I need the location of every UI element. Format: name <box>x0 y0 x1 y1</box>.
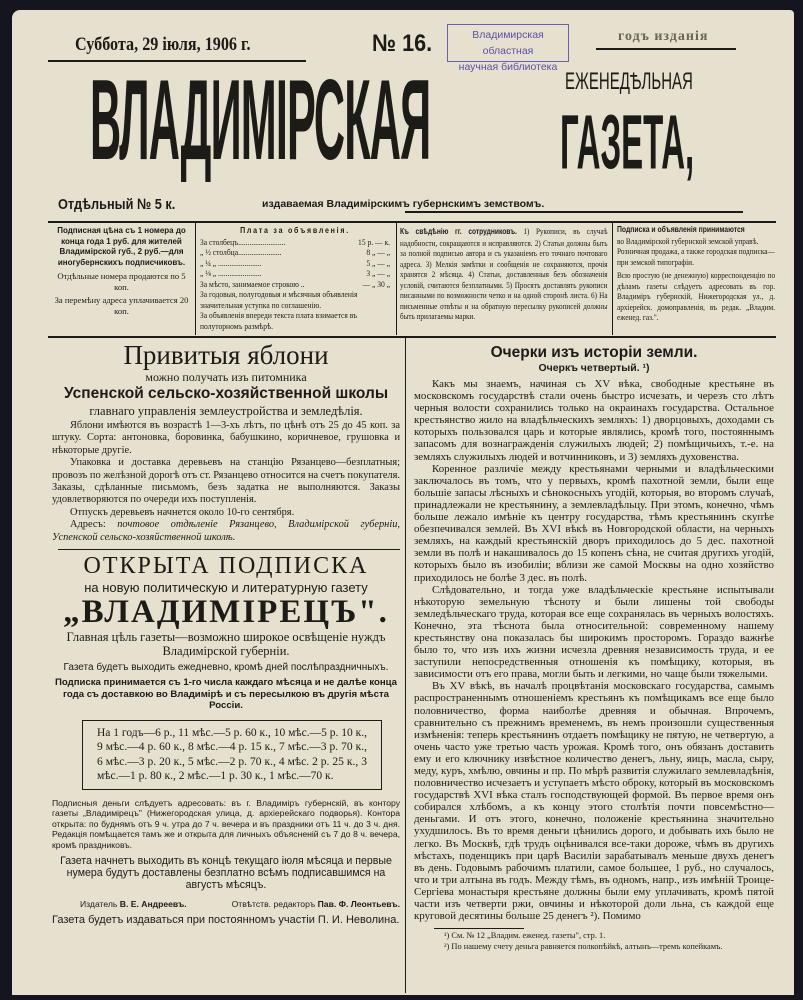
divider <box>612 223 613 335</box>
ad-rates-list <box>200 237 390 290</box>
ad-rate-row <box>200 258 390 269</box>
ad-rate-price: 15 р. — к. <box>358 236 391 247</box>
divider <box>58 549 400 550</box>
divider <box>48 336 776 338</box>
left-column <box>52 341 400 927</box>
ad-rate-label: За столбецъ......................... <box>200 236 286 247</box>
article <box>414 344 774 952</box>
ad-vladimirets-participation: Газета будетъ издаваться при постоянномъ участіи П. И. Неволина. <box>52 913 400 926</box>
ad-rate-row <box>200 247 390 258</box>
ad-vladimirets-title: ОТКРЫТА ПОДПИСКА <box>83 553 369 580</box>
ad-rates-note: За годовыя, полугодовыя и мѣсячныя объявленія значительная уступка по соглашенію. <box>200 289 358 310</box>
ad-rates <box>200 226 390 331</box>
ad-vladimirets-subscription: Подписка принимается съ 1-го числа каждаго мѣсяца и не далѣе конца года съ доставкою во Владимірѣ и съ пересылкою въ другія мѣста Россіи. <box>54 677 398 712</box>
subscription-prices-box <box>82 720 382 790</box>
ad-apple-paragraph: Яблони имѣются въ возрастѣ 1—3-хъ лѣтъ, по цѣнѣ отъ 25 до 45 коп. за штуку. Сорта: антоновка, боровинка, бабушкино, коричневое, грушовка и нѣкоторые другіе. <box>52 420 400 456</box>
newspaper-title: ВЛАДИМІРСКАЯ <box>90 58 431 186</box>
divider <box>48 221 776 223</box>
ad-apple-paragraph: Упаковка и доставка деревьевъ на станцію Рязанцево—безплатныя; провозъ по желѣзной дорогѣ отъ ст. Рязанцево относится на счетъ покупателя. Заказы, сдѣланные письмомъ, безъ задатка не выполняются. Заказы удовлетворяются по очереди ихъ поступленія. <box>52 457 400 506</box>
ad-apple-line: главнаго управленія землеустройства и земледѣлія. <box>89 404 363 418</box>
ad-apple-paragraph: Отпускъ деревьевъ начнется около 10-го сентября. <box>70 506 295 518</box>
single-copy-price: Отдѣльные номера продаются по 5 коп. <box>57 271 186 292</box>
correspondence-address: Всю простую (не денежную) корреспонденцію по дѣламъ газеты слѣдуетъ адресовать въ гор. Владиміръ губернскій, Нижегородская ул., д. архіерейск. домоправленія, въ редак. „Владим. еженед. газ.". <box>617 270 776 322</box>
ad-apple-trees <box>52 341 400 544</box>
library-stamp <box>447 24 569 73</box>
column-divider <box>405 338 406 993</box>
ad-vladimirets-daily: Газета будетъ выходить ежедневно, кромѣ дней послѣпраздничныхъ. <box>63 662 389 674</box>
publication-year: годъ изданія <box>618 29 709 44</box>
ad-vladimirets-start: Газета начнетъ выходить въ концѣ текущаго іюля мѣсяца и первые нумера будутъ доставлены безплатно всѣмъ подписавшимся на августъ мѣсяцъ. <box>60 855 392 892</box>
contributors-notice-text: 1) Рукописи, въ случаѣ надобности, сокращаются и исправляются. 2) Статьи должны быть за полной подписью автора и съ указаніемъ его точнаго почтоваго адреса. 3) Мелкія замѣтки и сообщенія не сохраняются, прочія хранятся 2 мѣсяца. 4) Статьи, доставленныя безъ обозначенія условій, считаются безплатными. 5) Просятъ доставлять рукописи писанными по возможности четко и на одной сторонѣ листа. 6) На письменные отвѣты и на обратную пересылку рукописей должны быть прилагаемы марки. <box>400 226 608 321</box>
ad-rate-row <box>200 237 390 248</box>
footnote-rule <box>434 928 524 929</box>
article-subtitle: Очеркъ четвертый. ¹) <box>538 362 650 374</box>
subscription-info <box>50 226 193 316</box>
ad-rate-label: „ ½ столбца....................... <box>200 247 282 257</box>
editor-name: Пав. Ф. Леонтьевъ. <box>317 898 400 909</box>
ad-vladimirets-name: „ВЛАДИМІРЕЦЪ". <box>63 594 389 631</box>
subscription-price: Подписная цѣна съ 1 номера до конца года 1 руб. для жителей Владимірской губ., 2 руб.—для иногубернскихъ подписчиковъ. <box>57 226 186 267</box>
ad-apple-address-label: Адресъ: <box>70 519 106 531</box>
ad-rates-note: За объявленія впереди текста плата взимается въ полуторномъ размѣрѣ. <box>200 310 358 331</box>
article-paragraph: Слѣдовательно, и тогда уже владѣльческіе крестьяне испытывали нѣкоторую земельную тѣсноту и были лишены той свободы земледѣльческаго труда, которая все еще сохранялась въ черныхъ волостяхъ. Конечно, эта тѣснота была относительной: современному нашему крестьянству она показалась бы широкимъ просторомъ. Гораздо важнѣе было то, что изъ ихъ жизни исчезла древняя независимость труда, и ее заступили непосредственныя отношенія къ помѣщику, которыя, въ зависимости отъ его права, могли быть и легкими, но чаще были тяжелыми. <box>414 583 774 681</box>
address-change-fee: За перемѣну адреса уплачивается 20 коп. <box>54 295 189 316</box>
office-info-lead: Подписка и объявленія принимаются <box>617 225 745 234</box>
ad-apple-title: Привитыя яблони <box>123 340 329 370</box>
footnote: ¹) См. № 12 „Владим. еженед. газеты", стр. 1. <box>444 931 606 941</box>
office-info <box>617 225 775 323</box>
contributors-notice-lead: Къ свѣдѣнію гг. сотрудниковъ. <box>400 227 517 236</box>
article-title: Очерки изъ исторіи земли. <box>490 344 698 361</box>
ad-vladimirets-goal: Главная цѣль газеты—возможно широкое освѣщеніе нуждъ Владимірской губерніи. <box>66 630 386 659</box>
subscription-prices: На 1 годъ—6 р., 11 мѣс.—5 р. 60 к., 10 мѣс.—5 р. 10 к., 9 мѣс.—4 р. 60 к., 8 мѣс.—4 р. 15 к., 7 мѣс.—3 р. 70 к., 6 мѣс.—3 р. 20 к., 5 мѣс.—2 р. 70 к., 4 мѣс. 2 р. 25 к., 3 мѣс.—1 р. 80 к., 2 мѣс.—1 р. 30 к., 1 мѣс.—70 к. <box>97 726 367 783</box>
ad-rate-row <box>200 279 390 290</box>
ad-rate-price: — „ 30 „ <box>362 278 391 289</box>
divider <box>596 48 736 50</box>
ad-apple-school: Успенской сельско-хозяйственной школы <box>63 385 389 402</box>
publisher-label: Издатель <box>80 898 118 909</box>
ad-rate-price: 8 „ — „ <box>366 247 391 257</box>
footnote: ²) По нашему счету деньга равняется полкопѣйкѣ, алтынъ—тремъ копейкамъ. <box>444 941 723 951</box>
ad-rate-label: За мѣсто, занимаемое строкою .. <box>200 278 305 289</box>
newspaper-subtitle-weekly: ЕЖЕНЕДѢЛЬНАЯ <box>565 68 693 96</box>
issue-number: № 16. <box>372 30 433 57</box>
ad-rate-label: „ ¼ „ ....................... <box>200 257 262 268</box>
ad-vladimirets-addresses: Подписныя деньги слѣдуетъ адресовать: въ г. Владиміръ губернскій, въ контору газеты „Владимірецъ" (Нижегородская улица, д. архіерейскаго подворья). Контора открыта: по буднямъ отъ 9 ч. утра до 7 ч. вечера и въ праздники отъ 11 ч. до 3 ч. дня. Редакція помѣщается тамъ же и открыта для личныхъ объясненій съ 7 до 8 ч. вечера, кромѣ праздниковъ. <box>52 797 400 850</box>
ad-rate-label: „ ⅛ „ ....................... <box>200 268 262 278</box>
office-info-text: во Владимірской губернской земской управѣ. Розничная продажа, а также городская подписка—при земской типографіи. <box>617 235 775 267</box>
editor-label: Отвѣтств. редакторъ <box>231 898 316 909</box>
stamp-line: Владимирская областная <box>472 29 544 57</box>
issue-date: Суббота, 29 іюля, 1906 г. <box>75 34 251 55</box>
divider <box>195 223 196 335</box>
contributors-notice <box>400 226 608 322</box>
newspaper-subtitle-gazeta: ГАЗЕТА, <box>560 100 695 186</box>
ad-apple-address: почтовое отдѣленіе Рязанцево, Владимірской губерніи, Успенской сельско-хозяйственной школѣ. <box>52 519 400 543</box>
single-issue-price: Отдѣльный № 5 к. <box>58 196 176 213</box>
article-paragraph: Въ XV вѣкѣ, въ началѣ процвѣтанія московскаго государства, самымъ распространеннымъ отношеніемъ крестьянъ къ помѣщикамъ все еще было половничество, форма наиболѣе древняя и обычная. Впрочемъ, сравнительно съ прежнимъ временемъ, въ немъ произошли существенныя измѣненія: теперь крестьянинъ отдаетъ помѣщику не пятую, не четвертую, а очень часто уже третью часть урожая. Кромѣ того, онъ обязанъ доставить ему и его ключнику извѣстное количество денегъ, льну, яицъ, масла, сыру, меду, куръ, хмѣлю, овчины и пр. По мѣрѣ развитія служилаго землевладѣнія, половничество исчезаетъ и уступаетъ мѣсто оброку, который въ московскомъ государствѣ XVI вѣка сталъ господствующей формой. Въ первое время онъ собирался хлѣбомъ, а къ концу этого столѣтія почти повсемѣстно—деньгами. И отъ этого, конечно, положеніе крестьянина значительно ухудшилось. Въ то время деньги цѣнились дорого, и добывать ихъ было не легко. Въ Москвѣ, гдѣ трудъ оцѣнивался все-таки дороже, чѣмъ въ другихъ мѣстахъ, поденщикъ при царѣ Василіи зарабатывалъ меньше двухъ денегъ въ день. Годовымъ рабочимъ платили, самое большее, 1 руб., но случалось, что и три алтына въ годъ. Между тѣмъ, въ одномъ, напр., изъ имѣній Троице-Сергіева монастыря крестьяне должны были ему уплачивать, кромѣ пятой части изъ четверти ржи, овчины и нѣкоторой доли льна, съ каждой еще круговой десятины больше 25 денегъ ²). Помимо <box>414 680 774 923</box>
ad-rate-row <box>200 268 390 279</box>
divider <box>405 211 743 213</box>
publisher-name: В. Е. Андреевъ. <box>119 898 187 909</box>
stamp-line: научная библиотека <box>458 61 558 73</box>
ad-rate-price: 3 „ — „ <box>366 268 391 278</box>
ad-rate-price: 5 „ — „ <box>366 257 391 268</box>
ad-rates-title: Плата за объявленія. <box>240 226 350 235</box>
article-paragraph: Какъ мы знаемъ, начиная съ XV вѣка, свободные крестьяне въ московскомъ государствѣ стали очень быстро исчезать, и черезъ сто лѣтъ черныя волости сохранились только на окраинахъ государства. Остальное крестьянство жило на владѣльческихъ земляхъ: 1) дворцовыхъ, доходами съ которыхъ пользовался царь и которые являлись, кромѣ того, постояннымъ запасомъ для вознагражденія служилыхъ людей; 2) помѣщичьихъ, т.-е. на земляхъ служилыхъ людей и вотчинниковъ, и 3) земляхъ духовенства. <box>414 378 774 463</box>
ad-vladimirets <box>52 553 400 927</box>
ad-apple-line: можно получать изъ питомника <box>145 370 307 384</box>
article-paragraph: Коренное различіе между крестьянами черными и владѣльческими заключалось въ томъ, что у первыхъ, кромѣ пахотной земли, были еще большіе запасы лѣсныхъ и сѣнокосныхъ угодій, которыя, во второмъ случаѣ, принадлежали не крестьянину, а землевладѣльцу. При этомъ, конечно, чѣмъ больше лежало имѣніе къ центру государства, тѣмъ крестьянинъ скупѣе обезпечивался землей. Въ XVI вѣкѣ въ Новгородской области, на черныхъ земляхъ, на каждый крестьянскій дворъ приходилось до 5 дес. пахотной земли въ полѣ и накашивалось до 15 копенъ сѣна, не считая другихъ угодій, которыхъ было въ изобиліи; вблизи же самой Москвы на одно хозяйство приходилось не болѣе 3 дес. въ полѣ. <box>414 462 774 584</box>
ad-vladimirets-line: на новую политическую и литературную газету <box>84 580 368 596</box>
divider <box>396 223 397 335</box>
publisher-line: издаваемая Владимірскимъ губернскимъ земствомъ. <box>262 198 545 210</box>
ad-vladimirets-credits <box>80 899 400 910</box>
